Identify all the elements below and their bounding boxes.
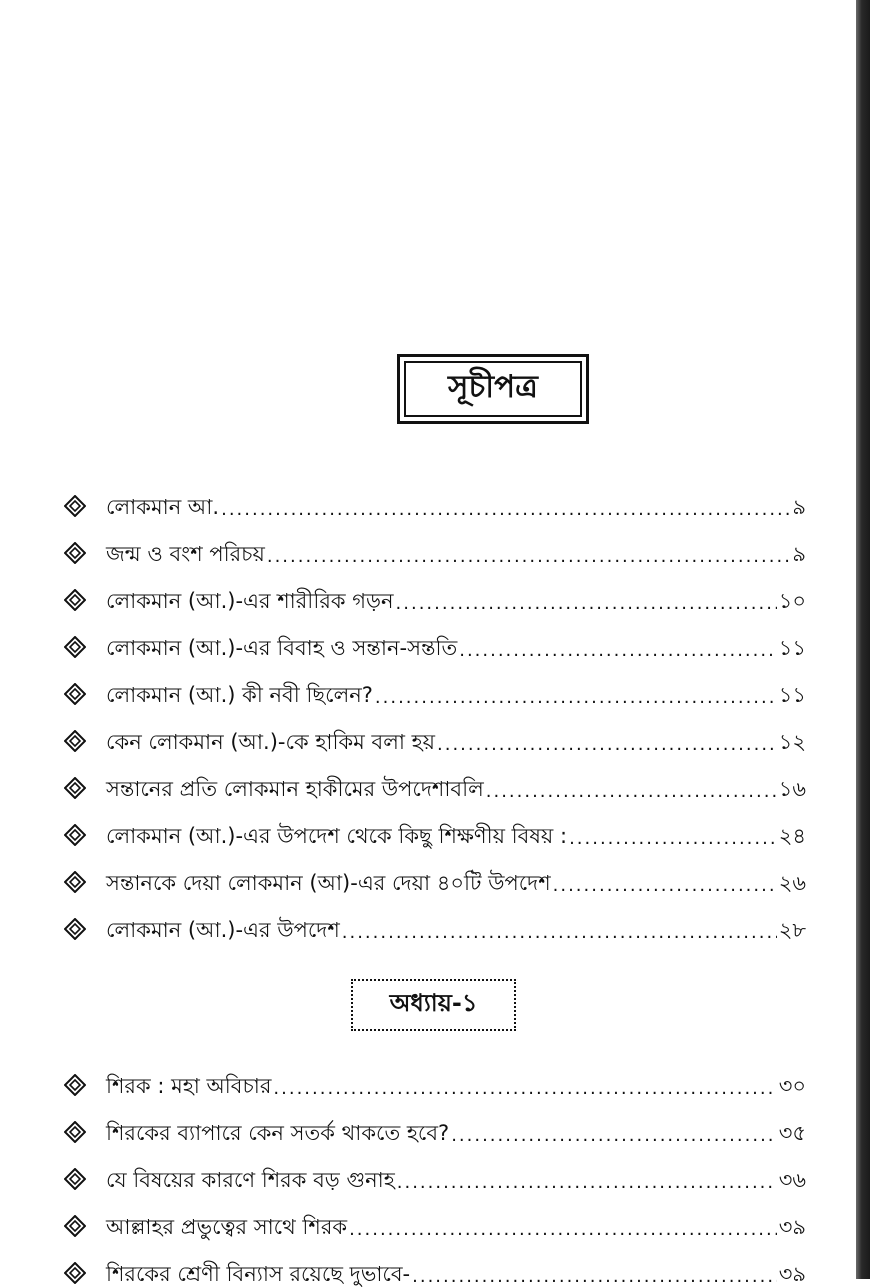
toc-entry-page: ২৮ xyxy=(778,918,806,942)
toc-entry[interactable] xyxy=(64,756,806,803)
toc-entry-title: লোকমান (আ.)-এর শারীরিক গড়ন xyxy=(106,589,394,613)
dot-leader xyxy=(267,540,791,568)
diamond-bullet-icon xyxy=(64,636,86,658)
toc-entry[interactable] xyxy=(64,1194,806,1241)
diamond-bullet-icon xyxy=(64,871,86,893)
diamond-bullet-icon xyxy=(64,824,86,846)
toc-entry-title: যে বিষয়ের কারণে শিরক বড় গুনাহ xyxy=(106,1168,395,1192)
toc-title-frame xyxy=(397,354,589,424)
dot-leader xyxy=(553,869,777,897)
chapter-toc-list xyxy=(64,1053,806,1288)
diamond-bullet-icon xyxy=(64,1262,86,1284)
diamond-bullet-icon xyxy=(64,730,86,752)
dot-leader xyxy=(221,493,790,521)
toc-entry-title: সন্তানের প্রতি লোকমান হাকীমের উপদেশাবলি xyxy=(106,777,484,801)
toc-entry-title: শিরকের ব্যাপারে কেন সতর্ক থাকতে হবে? xyxy=(106,1121,450,1145)
toc-entry[interactable] xyxy=(64,568,806,615)
toc-entry-page: ৯ xyxy=(792,542,806,566)
toc-entry-page: ১১ xyxy=(778,636,806,660)
toc-entry-title: লোকমান (আ.)-এর বিবাহ ও সন্তান-সন্ততি xyxy=(106,636,458,660)
diamond-bullet-icon xyxy=(64,683,86,705)
toc-entry-title: লোকমান (আ.) কী নবী ছিলেন? xyxy=(106,683,373,707)
diamond-bullet-icon xyxy=(64,495,86,517)
toc-entry-page: ৩০ xyxy=(778,1074,806,1098)
intro-toc-list xyxy=(64,474,806,944)
toc-entry[interactable] xyxy=(64,1053,806,1100)
toc-entry-page: ১২ xyxy=(778,730,806,754)
page-title: সূচীপত্র xyxy=(404,361,582,417)
toc-entry-page: ৩৯ xyxy=(778,1262,806,1286)
toc-entry[interactable] xyxy=(64,662,806,709)
toc-entry-page: ১০ xyxy=(778,589,806,613)
dot-leader xyxy=(397,1166,777,1194)
toc-entry-page: ১৬ xyxy=(778,777,806,801)
toc-entry[interactable] xyxy=(64,1100,806,1147)
diamond-bullet-icon xyxy=(64,1215,86,1237)
chapter-heading: অধ্যায়-১ xyxy=(351,979,516,1031)
toc-entry[interactable] xyxy=(64,615,806,662)
dot-leader xyxy=(412,1260,777,1288)
diamond-bullet-icon xyxy=(64,918,86,940)
dot-leader xyxy=(396,587,777,615)
dot-leader xyxy=(273,1072,776,1100)
toc-entry-title: শিরক : মহা অবিচার xyxy=(106,1074,272,1098)
dot-leader xyxy=(569,822,777,850)
page-edge-shadow xyxy=(856,0,870,1279)
toc-entry-page: ৩৬ xyxy=(778,1168,806,1192)
toc-entry-title: শিরকের শ্রেণী বিন্যাস রয়েছে দুভাবে- xyxy=(106,1262,411,1286)
dot-leader xyxy=(459,634,777,662)
toc-entry-page: ৩৫ xyxy=(778,1121,806,1145)
toc-entry-title: জন্ম ও বংশ পরিচয় xyxy=(106,542,265,566)
diamond-bullet-icon xyxy=(64,589,86,611)
toc-entry-page: ৯ xyxy=(792,495,806,519)
dot-leader xyxy=(451,1119,777,1147)
toc-entry-title: লোকমান আ. xyxy=(106,495,220,519)
toc-entry[interactable] xyxy=(64,521,806,568)
toc-entry-page: ২৬ xyxy=(778,871,806,895)
toc-entry[interactable] xyxy=(64,1147,806,1194)
toc-entry-page: ৩৯ xyxy=(778,1215,806,1239)
toc-entry[interactable] xyxy=(64,897,806,944)
toc-entry[interactable] xyxy=(64,1241,806,1288)
dot-leader xyxy=(486,775,777,803)
diamond-bullet-icon xyxy=(64,1074,86,1096)
toc-entry[interactable] xyxy=(64,709,806,756)
toc-entry[interactable] xyxy=(64,803,806,850)
diamond-bullet-icon xyxy=(64,777,86,799)
dot-leader xyxy=(375,681,777,709)
toc-entry-page: ২৪ xyxy=(778,824,806,848)
toc-entry-title: কেন লোকমান (আ.)-কে হাকিম বলা হয় xyxy=(106,730,436,754)
dot-leader xyxy=(349,1213,777,1241)
dot-leader xyxy=(342,916,777,944)
diamond-bullet-icon xyxy=(64,542,86,564)
toc-entry-page: ১১ xyxy=(778,683,806,707)
toc-entry-title: লোকমান (আ.)-এর উপদেশ থেকে কিছু শিক্ষণীয় বিষয় : xyxy=(106,824,568,848)
toc-entry-title: আল্লাহর প্রভুত্বের সাথে শিরক xyxy=(106,1215,348,1239)
toc-entry-title: সন্তানকে দেয়া লোকমান (আ)-এর দেয়া ৪০টি উপদেশ xyxy=(106,871,551,895)
toc-entry[interactable] xyxy=(64,474,806,521)
toc-entry[interactable] xyxy=(64,850,806,897)
toc-entry-title: লোকমান (আ.)-এর উপদেশ xyxy=(106,918,340,942)
dot-leader xyxy=(437,728,777,756)
diamond-bullet-icon xyxy=(64,1121,86,1143)
diamond-bullet-icon xyxy=(64,1168,86,1190)
